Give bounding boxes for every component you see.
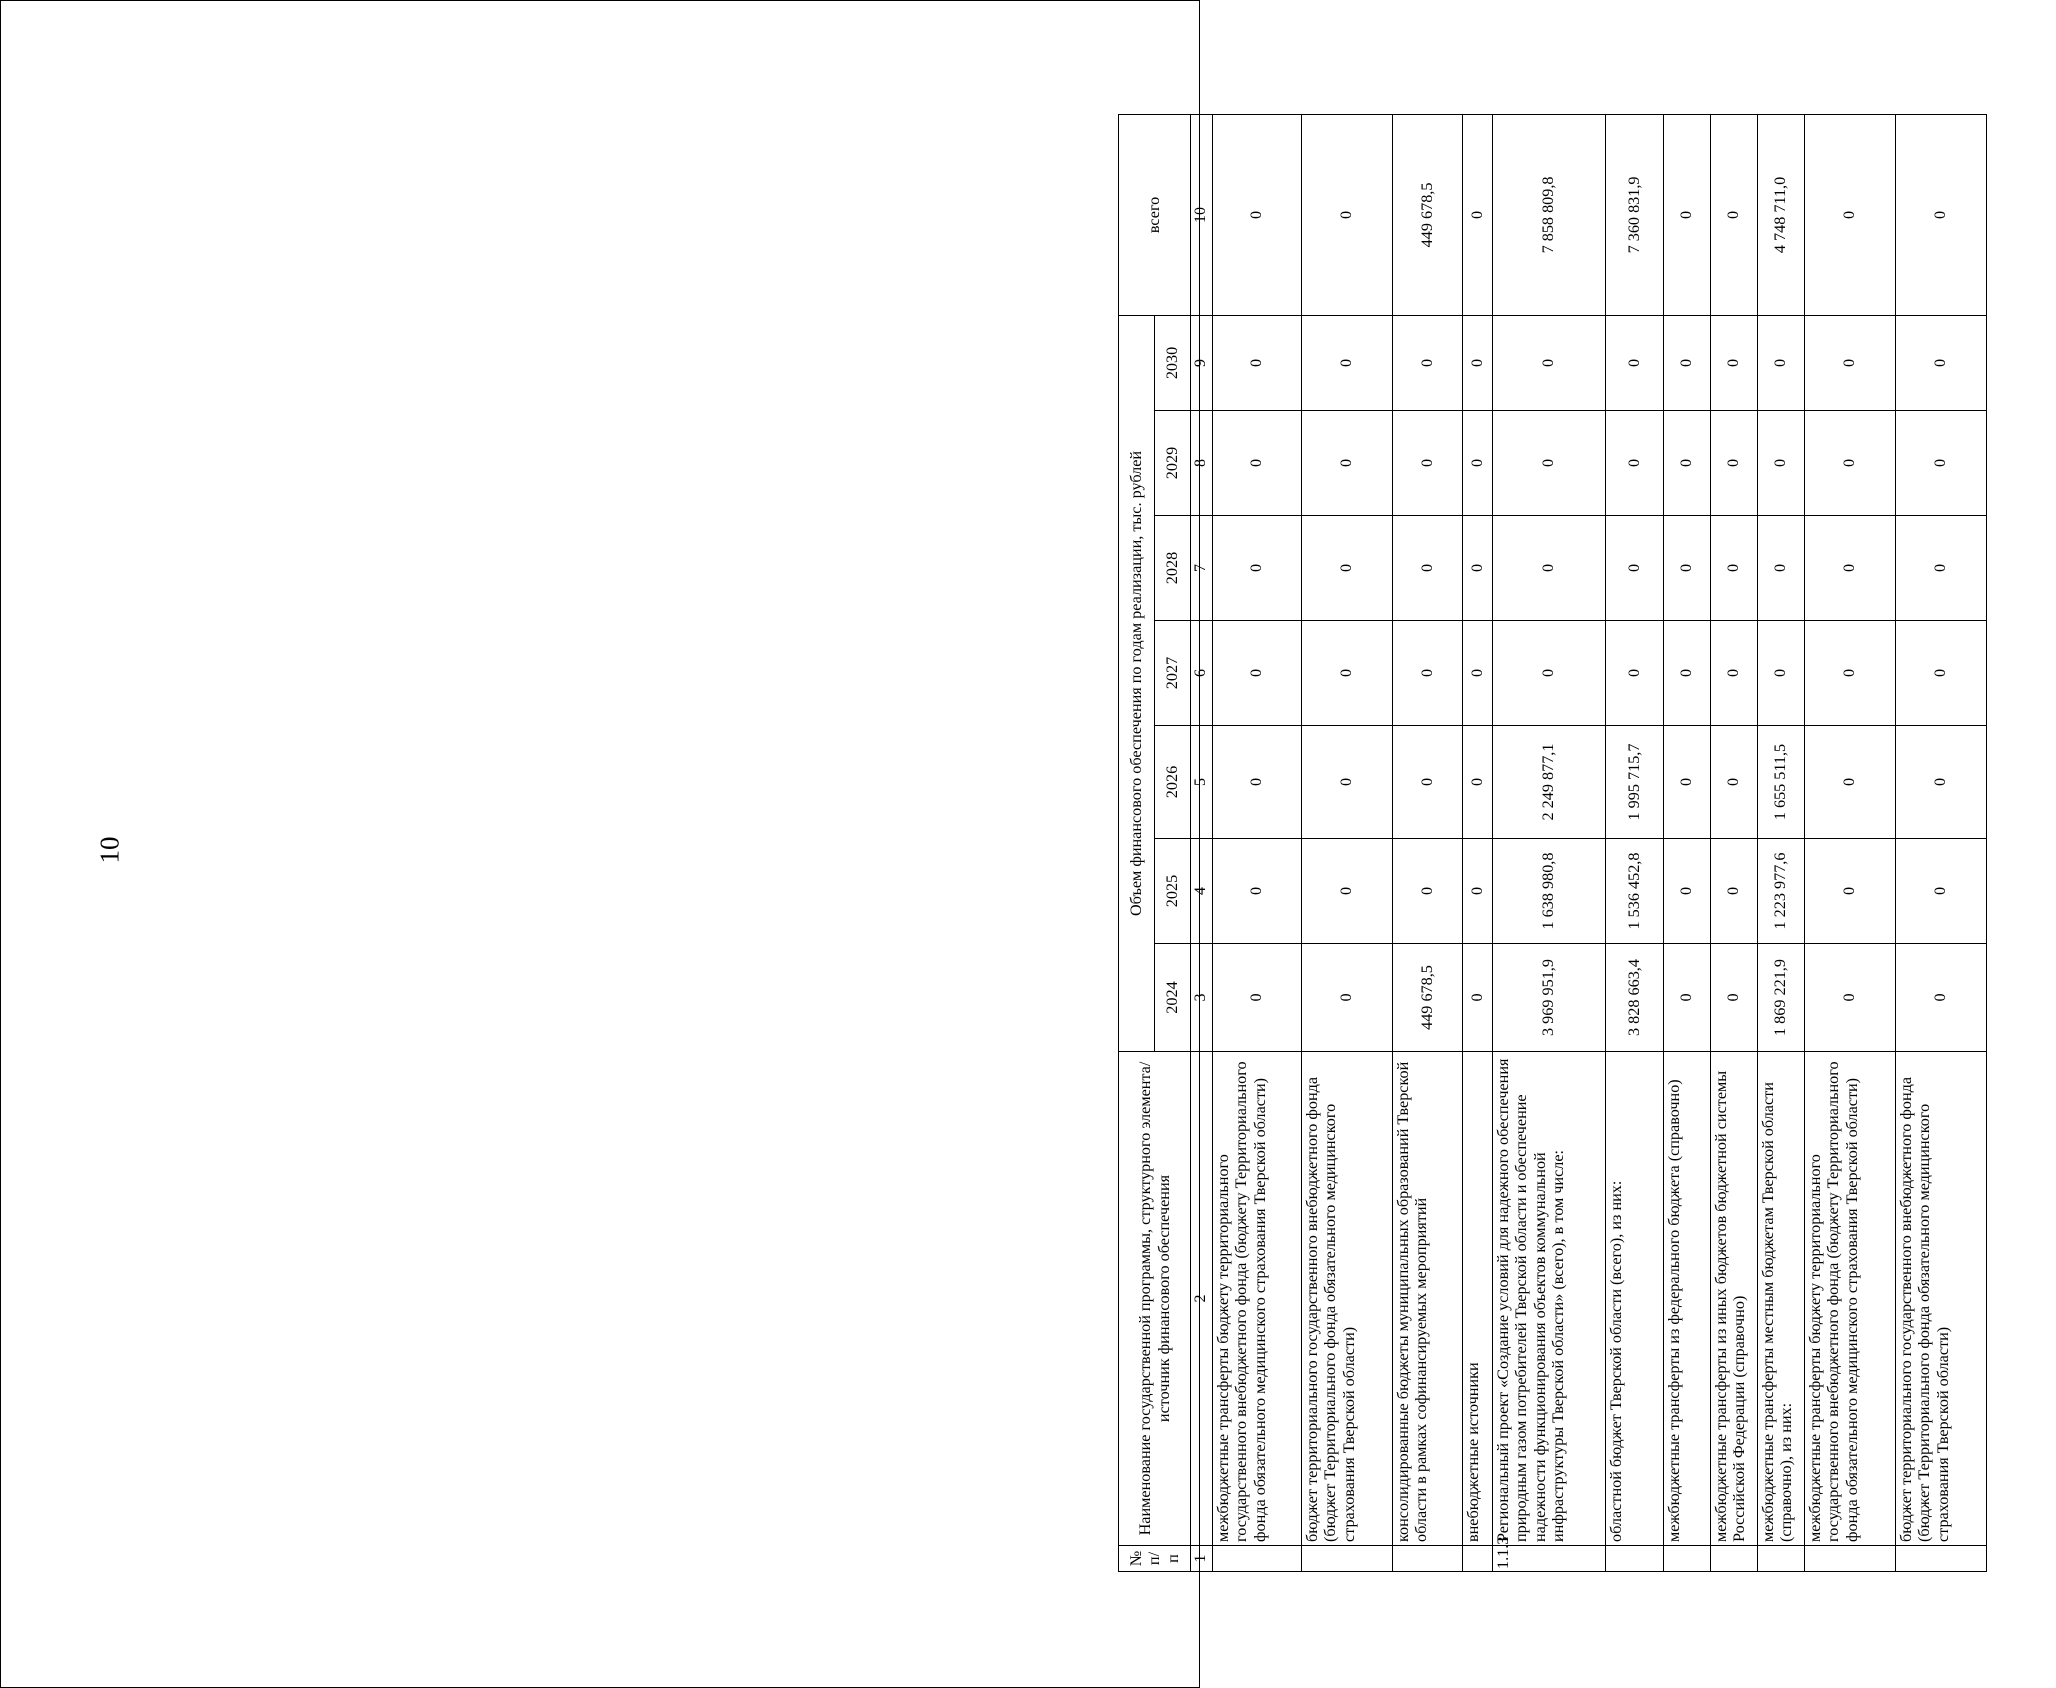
- row-year-value: 0: [1804, 315, 1895, 410]
- row-name: областной бюджет Тверской области (всего), из них:: [1605, 1052, 1663, 1546]
- row-year-value: 0: [1757, 516, 1804, 621]
- row-year-value: 0: [1895, 621, 1986, 726]
- row-year-value: 0: [1212, 621, 1301, 726]
- column-index: 9: [1191, 315, 1213, 410]
- financing-table: [1118, 114, 1987, 1572]
- header-no: № п/п: [1119, 1546, 1191, 1572]
- row-year-value: 0: [1462, 516, 1492, 621]
- row-year-value: 0: [1212, 944, 1301, 1052]
- row-number: [1895, 1546, 1986, 1572]
- column-index: 3: [1191, 944, 1213, 1052]
- table-row: [1492, 114, 1605, 1571]
- row-year-value: 0: [1392, 516, 1462, 621]
- row-total-value: 4 748 711,0: [1757, 114, 1804, 315]
- table-row: [1804, 114, 1895, 1571]
- row-number: 1.1.3: [1492, 1546, 1605, 1572]
- row-total-value: 7 858 809,8: [1492, 114, 1605, 315]
- row-year-value: 0: [1462, 839, 1492, 944]
- table-row: [1605, 114, 1663, 1571]
- row-year-value: 0: [1492, 315, 1605, 410]
- row-year-value: 0: [1663, 315, 1710, 410]
- column-index: 2: [1191, 1052, 1213, 1546]
- row-name: внебюджетные источники: [1462, 1052, 1492, 1546]
- row-year-value: 0: [1804, 411, 1895, 516]
- row-year-value: 0: [1804, 516, 1895, 621]
- column-index-row: [1191, 114, 1213, 1571]
- row-year-value: 0: [1212, 726, 1301, 839]
- row-year-value: 1 223 977,6: [1757, 839, 1804, 944]
- column-index: 6: [1191, 621, 1213, 726]
- row-year-value: 1 869 221,9: [1757, 944, 1804, 1052]
- row-total-value: 0: [1663, 114, 1710, 315]
- column-index: 4: [1191, 839, 1213, 944]
- row-year-value: 0: [1212, 516, 1301, 621]
- row-year-value: 3 828 663,4: [1605, 944, 1663, 1052]
- row-name: Региональный проект «Создание условий для надежного обеспечения природным газом потребителей Тверской области и обеспечение надежности функционирования объектов коммунальной инфраструктуры Тверской области» (всего), в том числе:: [1492, 1052, 1605, 1546]
- row-year-value: 0: [1804, 839, 1895, 944]
- row-year-value: 0: [1663, 516, 1710, 621]
- row-year-value: 2 249 877,1: [1492, 726, 1605, 839]
- header-year: 2025: [1155, 839, 1191, 944]
- header-year: 2029: [1155, 411, 1191, 516]
- row-year-value: 0: [1492, 411, 1605, 516]
- row-total-value: 0: [1212, 114, 1301, 315]
- row-year-value: 0: [1462, 411, 1492, 516]
- row-total-value: 0: [1895, 114, 1986, 315]
- header-name: Наименование государственной программы, структурного элемента/источник финансового обеспечения: [1119, 1052, 1191, 1546]
- row-year-value: 3 969 951,9: [1492, 944, 1605, 1052]
- row-year-value: 0: [1895, 726, 1986, 839]
- row-year-value: 0: [1757, 315, 1804, 410]
- table-row: [1663, 114, 1710, 1571]
- row-number: [1804, 1546, 1895, 1572]
- row-year-value: 0: [1605, 315, 1663, 410]
- column-index: 5: [1191, 726, 1213, 839]
- row-year-value: 0: [1605, 621, 1663, 726]
- row-year-value: 0: [1212, 839, 1301, 944]
- row-year-value: 0: [1895, 411, 1986, 516]
- row-year-value: 0: [1663, 411, 1710, 516]
- row-total-value: 0: [1804, 114, 1895, 315]
- page-number: [95, 820, 125, 880]
- row-total-value: 0: [1301, 114, 1392, 315]
- page-number-text: 10: [94, 836, 125, 864]
- row-year-value: 0: [1710, 726, 1757, 839]
- rotated-table-container: [1118, 115, 2056, 1572]
- row-year-value: 0: [1710, 411, 1757, 516]
- header-year: 2024: [1155, 944, 1191, 1052]
- row-year-value: 0: [1804, 726, 1895, 839]
- row-year-value: 0: [1392, 839, 1462, 944]
- row-year-value: 0: [1757, 621, 1804, 726]
- row-year-value: 0: [1895, 315, 1986, 410]
- row-year-value: 0: [1663, 944, 1710, 1052]
- header-year: 2028: [1155, 516, 1191, 621]
- row-year-value: 0: [1710, 839, 1757, 944]
- row-year-value: 0: [1462, 944, 1492, 1052]
- table-row: [1710, 114, 1757, 1571]
- row-year-value: 0: [1895, 944, 1986, 1052]
- row-year-value: 1 536 452,8: [1605, 839, 1663, 944]
- row-year-value: 0: [1492, 621, 1605, 726]
- row-number: [1392, 1546, 1462, 1572]
- row-year-value: 0: [1392, 726, 1462, 839]
- row-name: межбюджетные трансферты местным бюджетам Тверской области (справочно), из них:: [1757, 1052, 1804, 1546]
- row-year-value: 0: [1663, 839, 1710, 944]
- row-year-value: 0: [1301, 516, 1392, 621]
- row-total-value: 0: [1710, 114, 1757, 315]
- column-index: 8: [1191, 411, 1213, 516]
- row-year-value: 0: [1301, 726, 1392, 839]
- row-year-value: 0: [1757, 411, 1804, 516]
- row-year-value: 0: [1605, 411, 1663, 516]
- row-total-value: 0: [1462, 114, 1492, 315]
- row-year-value: 0: [1895, 516, 1986, 621]
- row-year-value: 0: [1301, 621, 1392, 726]
- row-number: [1605, 1546, 1663, 1572]
- table-row: [1392, 114, 1462, 1571]
- row-year-value: 0: [1392, 621, 1462, 726]
- row-number: [1710, 1546, 1757, 1572]
- header-year: 2027: [1155, 621, 1191, 726]
- row-year-value: 0: [1663, 621, 1710, 726]
- row-number: [1212, 1546, 1301, 1572]
- header-funding-group: Объем финансового обеспечения по годам реализации, тыс. рублей: [1119, 315, 1155, 1051]
- row-year-value: 0: [1301, 944, 1392, 1052]
- row-year-value: 0: [1605, 516, 1663, 621]
- row-year-value: 0: [1895, 839, 1986, 944]
- row-year-value: 0: [1301, 315, 1392, 410]
- table-row: [1757, 114, 1804, 1571]
- row-year-value: 0: [1804, 621, 1895, 726]
- row-year-value: 0: [1462, 621, 1492, 726]
- row-year-value: 0: [1212, 411, 1301, 516]
- row-year-value: 0: [1212, 315, 1301, 410]
- row-number: [1462, 1546, 1492, 1572]
- row-year-value: 0: [1804, 944, 1895, 1052]
- row-name: бюджет территориального государственного внебюджетного фонда (бюджет Территориального фонда обязательного медицинского страхования Тверской области): [1895, 1052, 1986, 1546]
- row-number: [1757, 1546, 1804, 1572]
- table-row: [1895, 114, 1986, 1571]
- row-year-value: 0: [1710, 315, 1757, 410]
- row-total-value: 7 360 831,9: [1605, 114, 1663, 315]
- row-year-value: 0: [1301, 411, 1392, 516]
- row-name: межбюджетные трансферты бюджету территориального государственного внебюджетного фонда (бюджету Территориального фонда обязательного медицинского страхования Тверской области): [1212, 1052, 1301, 1546]
- row-year-value: 0: [1710, 516, 1757, 621]
- header-year: 2026: [1155, 726, 1191, 839]
- row-year-value: 0: [1462, 315, 1492, 410]
- row-year-value: 0: [1710, 944, 1757, 1052]
- row-total-value: 449 678,5: [1392, 114, 1462, 315]
- row-year-value: 1 995 715,7: [1605, 726, 1663, 839]
- row-year-value: 0: [1710, 621, 1757, 726]
- row-number: [1663, 1546, 1710, 1572]
- row-year-value: 0: [1663, 726, 1710, 839]
- table-row: [1301, 114, 1392, 1571]
- row-year-value: 0: [1392, 315, 1462, 410]
- row-name: межбюджетные трансферты бюджету территориального государственного внебюджетного фонда (бюджету Территориального фонда обязательного медицинского страхования Тверской области): [1804, 1052, 1895, 1546]
- row-year-value: 0: [1492, 516, 1605, 621]
- column-index: 7: [1191, 516, 1213, 621]
- row-year-value: 0: [1392, 411, 1462, 516]
- row-year-value: 0: [1301, 839, 1392, 944]
- column-index: 1: [1191, 1546, 1213, 1572]
- row-year-value: 0: [1462, 726, 1492, 839]
- row-name: бюджет территориального государственного внебюджетного фонда (бюджет Территориального фонда обязательного медицинского страхования Тверской области): [1301, 1052, 1392, 1546]
- header-total: всего: [1119, 114, 1191, 315]
- table-row: [1462, 114, 1492, 1571]
- header-year: 2030: [1155, 315, 1191, 410]
- table-row: [1212, 114, 1301, 1571]
- table-body: [1191, 114, 1987, 1571]
- row-year-value: 449 678,5: [1392, 944, 1462, 1052]
- row-year-value: 1 638 980,8: [1492, 839, 1605, 944]
- row-number: [1301, 1546, 1392, 1572]
- row-name: межбюджетные трансферты из федерального бюджета (справочно): [1663, 1052, 1710, 1546]
- row-year-value: 1 655 511,5: [1757, 726, 1804, 839]
- row-name: межбюджетные трансферты из иных бюджетов бюджетной системы Российской Федерации (справочно): [1710, 1052, 1757, 1546]
- column-index: 10: [1191, 114, 1213, 315]
- row-name: консолидированные бюджеты муниципальных образований Тверской области в рамках софинансируемых мероприятий: [1392, 1052, 1462, 1546]
